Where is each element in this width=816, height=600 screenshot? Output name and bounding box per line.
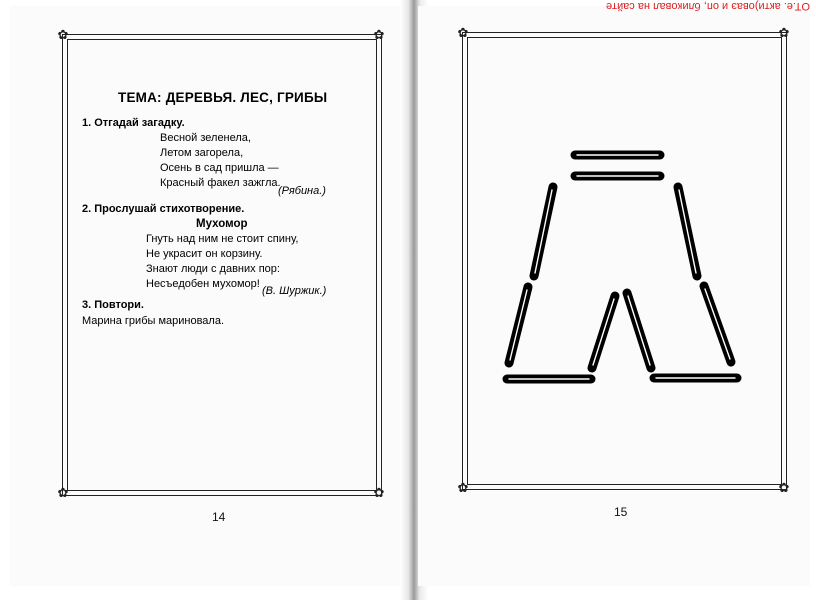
ornament-icon: ✿ xyxy=(778,25,790,40)
mirrored-overlay-text: ОТ.е. акти)оваэ и оп, бликовал на сайте xyxy=(605,0,810,12)
poem-line: Гнуть над ним не стоит спину, xyxy=(146,233,299,245)
page-number-left: 14 xyxy=(212,510,226,524)
riddle-line: Летом загорела, xyxy=(160,147,244,159)
poem-line: Несъедобен мухомор! xyxy=(146,278,260,290)
stick xyxy=(627,293,651,368)
task-2-heading: 2. Прослушай стихотворение. xyxy=(82,203,245,215)
task-1-heading: 1. Отгадай загадку. xyxy=(82,117,185,129)
riddle-line: Красный факел зажгла. xyxy=(160,177,281,189)
poem-title: Мухомор xyxy=(196,218,248,230)
task-3-heading: 3. Повтори. xyxy=(82,299,144,311)
stick xyxy=(592,296,615,368)
ornament-icon: ✿ xyxy=(778,480,790,495)
poem-line: Не украсит он корзину. xyxy=(146,248,263,260)
ornament-icon: ✿ xyxy=(373,485,385,500)
ornament-icon: ✿ xyxy=(373,27,385,42)
page-title: ТЕМА: ДЕРЕВЬЯ. ЛЕС, ГРИБЫ xyxy=(118,90,328,105)
ornament-icon: ✿ xyxy=(457,480,469,495)
stick xyxy=(534,187,553,276)
ornament-icon: ✿ xyxy=(57,485,69,500)
poem-author: (В. Шуржик.) xyxy=(262,285,327,297)
stick xyxy=(678,187,697,276)
stick xyxy=(704,286,731,362)
riddle-line: Осень в сад пришла — xyxy=(160,162,279,174)
ornament-icon: ✿ xyxy=(457,25,469,40)
riddle-answer: (Рябина.) xyxy=(278,185,326,197)
page-number-right: 15 xyxy=(614,505,628,519)
poem-line: Знают люди с давних пор: xyxy=(146,263,280,275)
stick xyxy=(509,287,528,363)
riddle-line: Весной зеленела, xyxy=(160,132,251,144)
ornament-icon: ✿ xyxy=(57,27,69,42)
tongue-twister: Марина грибы мариновала. xyxy=(82,315,225,327)
